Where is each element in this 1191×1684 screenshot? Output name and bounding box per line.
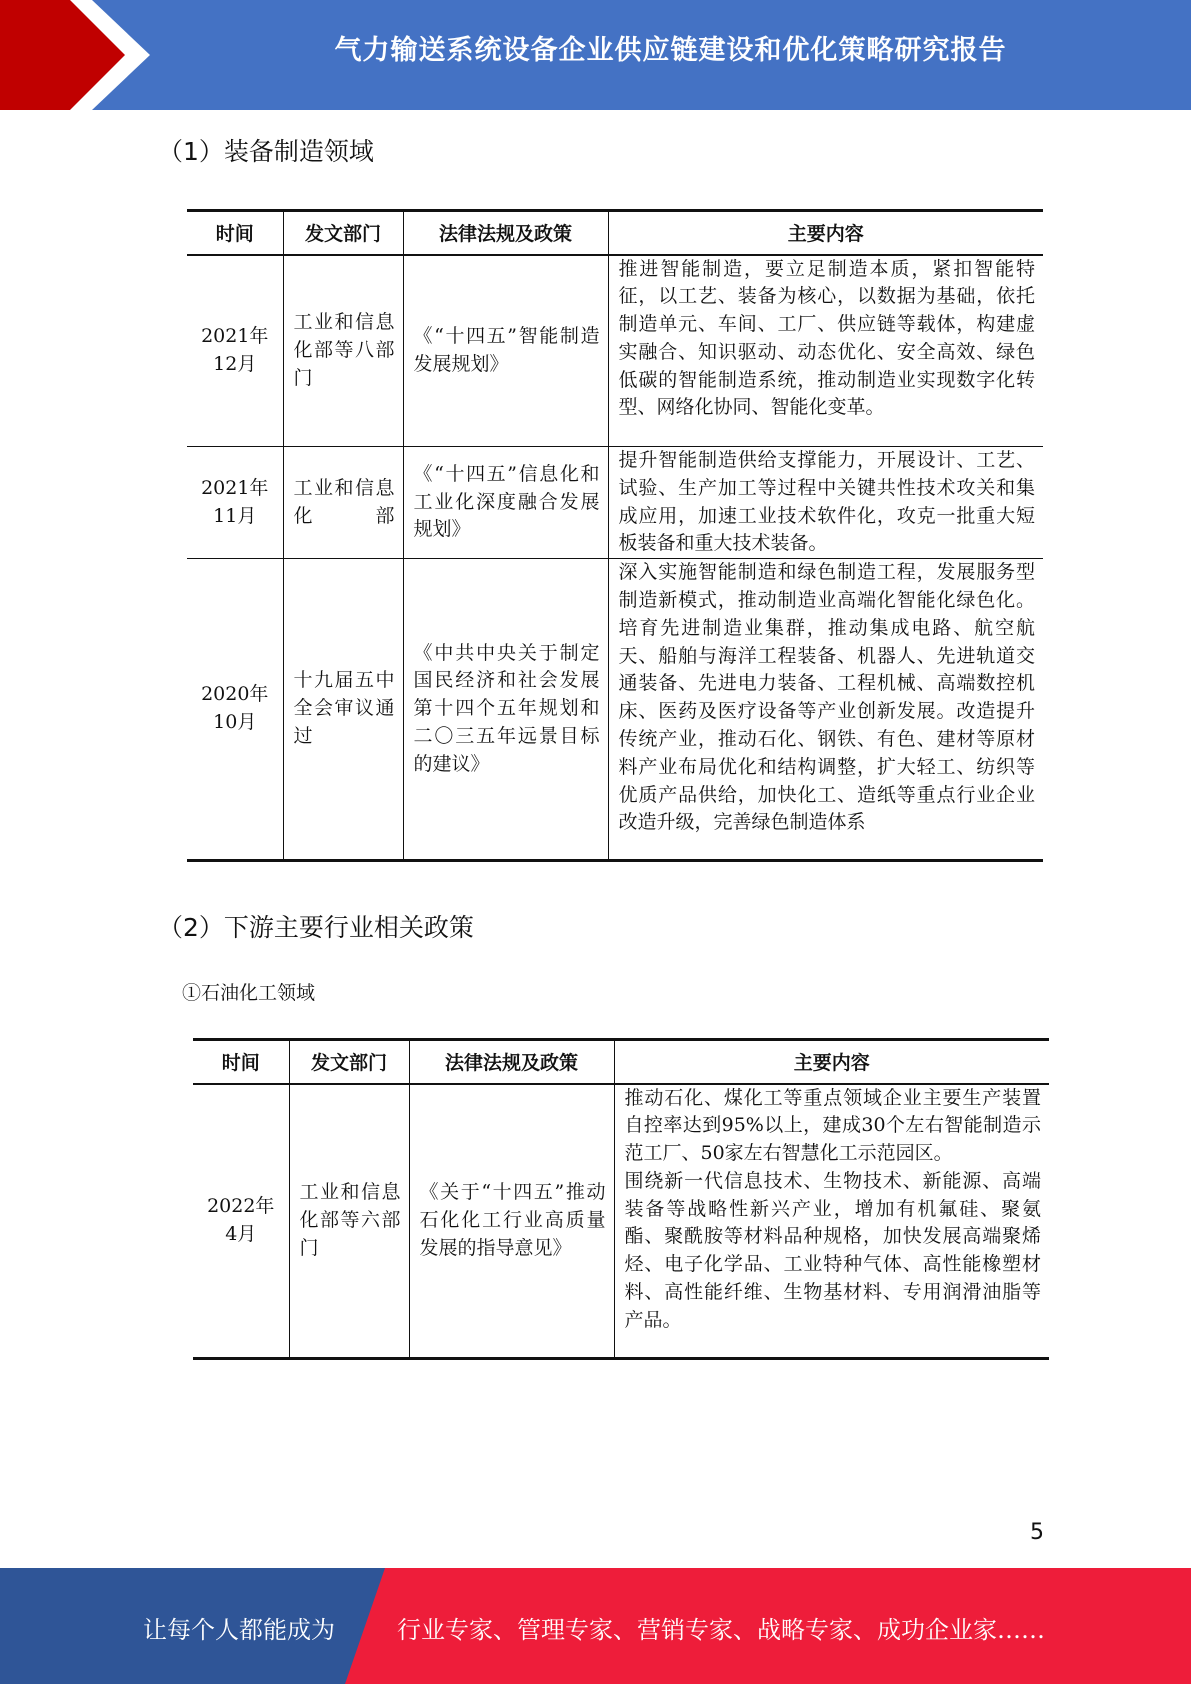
header-chevron-icon [0,0,160,110]
cell-law: 《关于“十四五”推动石化化工行业高质量发展的指导意见》 [409,1084,614,1359]
col-header-law: 法律法规及政策 [409,1040,614,1084]
page-header [0,0,1191,110]
cell-dept: 工业和信息化部 [283,447,403,559]
cell-time: 2022年 4月 [193,1084,289,1359]
page-number: 5 [1030,1520,1044,1545]
section-heading-downstream: （2）下游主要行业相关政策 [158,913,474,942]
col-header-law: 法律法规及政策 [403,211,608,255]
col-header-time: 时间 [193,1040,289,1084]
cell-time: 2021年 12月 [187,255,283,447]
table-row [187,255,1043,447]
section-heading-equipment: （1）装备制造领域 [158,137,374,166]
table-row [187,559,1043,861]
cell-dept: 十九届五中全会审议通过 [283,559,403,861]
report-title: 气力输送系统设备企业供应链建设和优化策略研究报告 [334,35,1007,66]
col-header-dept: 发文部门 [283,211,403,255]
col-header-content: 主要内容 [614,1040,1049,1084]
policy-table-equipment [187,209,1043,862]
policy-table-petrochemical [193,1038,1049,1360]
table-row [193,1084,1049,1359]
cell-content: 推动石化、煤化工等重点领域企业主要生产装置自控率达到95%以上，建成30个左右智能制造示范工厂、50家左右智慧化工示范园区。 围绕新一代信息技术、生物技术、新能源、高端装备等战略性新兴产业，增加有机氟硅、聚氨酯、聚酰胺等材料品种规格，加快发展高端聚烯烃、电子化学品、工业特种气体、高性能橡塑材料、高性能纤维、生物基材料、专用润滑油脂等产品。 [614,1084,1049,1359]
footer-slogan-right: 行业专家、管理专家、营销专家、战略专家、成功企业家…… [397,1616,1045,1644]
col-header-dept: 发文部门 [289,1040,409,1084]
col-header-content: 主要内容 [608,211,1043,255]
page-footer [0,1568,1191,1684]
table-row [187,447,1043,559]
cell-dept: 工业和信息化部等八部门 [283,255,403,447]
footer-slogan-left: 让每个人都能成为 [143,1616,335,1644]
cell-content: 提升智能制造供给支撑能力，开展设计、工艺、试验、生产加工等过程中关键共性技术攻关和集成应用，加速工业技术软件化，攻克一批重大短板装备和重大技术装备。 [608,447,1043,559]
cell-dept: 工业和信息化部等六部门 [289,1084,409,1359]
cell-content: 推进智能制造，要立足制造本质，紧扣智能特征，以工艺、装备为核心，以数据为基础，依托制造单元、车间、工厂、供应链等载体，构建虚实融合、知识驱动、动态优化、安全高效、绿色低碳的智能制造系统，推动制造业实现数字化转型、网络化协同、智能化变革。 [608,255,1043,447]
cell-law: 《“十四五”信息化和工业化深度融合发展规划》 [403,447,608,559]
subsection-heading-petrochemical: ①石油化工领域 [182,982,316,1004]
cell-law: 《中共中央关于制定国民经济和社会发展第十四个五年规划和二〇三五年远景目标的建议》 [403,559,608,861]
cell-law: 《“十四五”智能制造发展规划》 [403,255,608,447]
cell-time: 2021年 11月 [187,447,283,559]
cell-content: 深入实施智能制造和绿色制造工程，发展服务型制造新模式，推动制造业高端化智能化绿色化。培育先进制造业集群，推动集成电路、航空航天、船舶与海洋工程装备、机器人、先进轨道交通装备、先进电力装备、工程机械、高端数控机床、医药及医疗设备等产业创新发展。改造提升传统产业，推动石化、钢铁、有色、建材等原材料产业布局优化和结构调整，扩大轻工、纺织等优质产品供给，加快化工、造纸等重点行业企业改造升级，完善绿色制造体系 [608,559,1043,861]
cell-time: 2020年 10月 [187,559,283,861]
col-header-time: 时间 [187,211,283,255]
